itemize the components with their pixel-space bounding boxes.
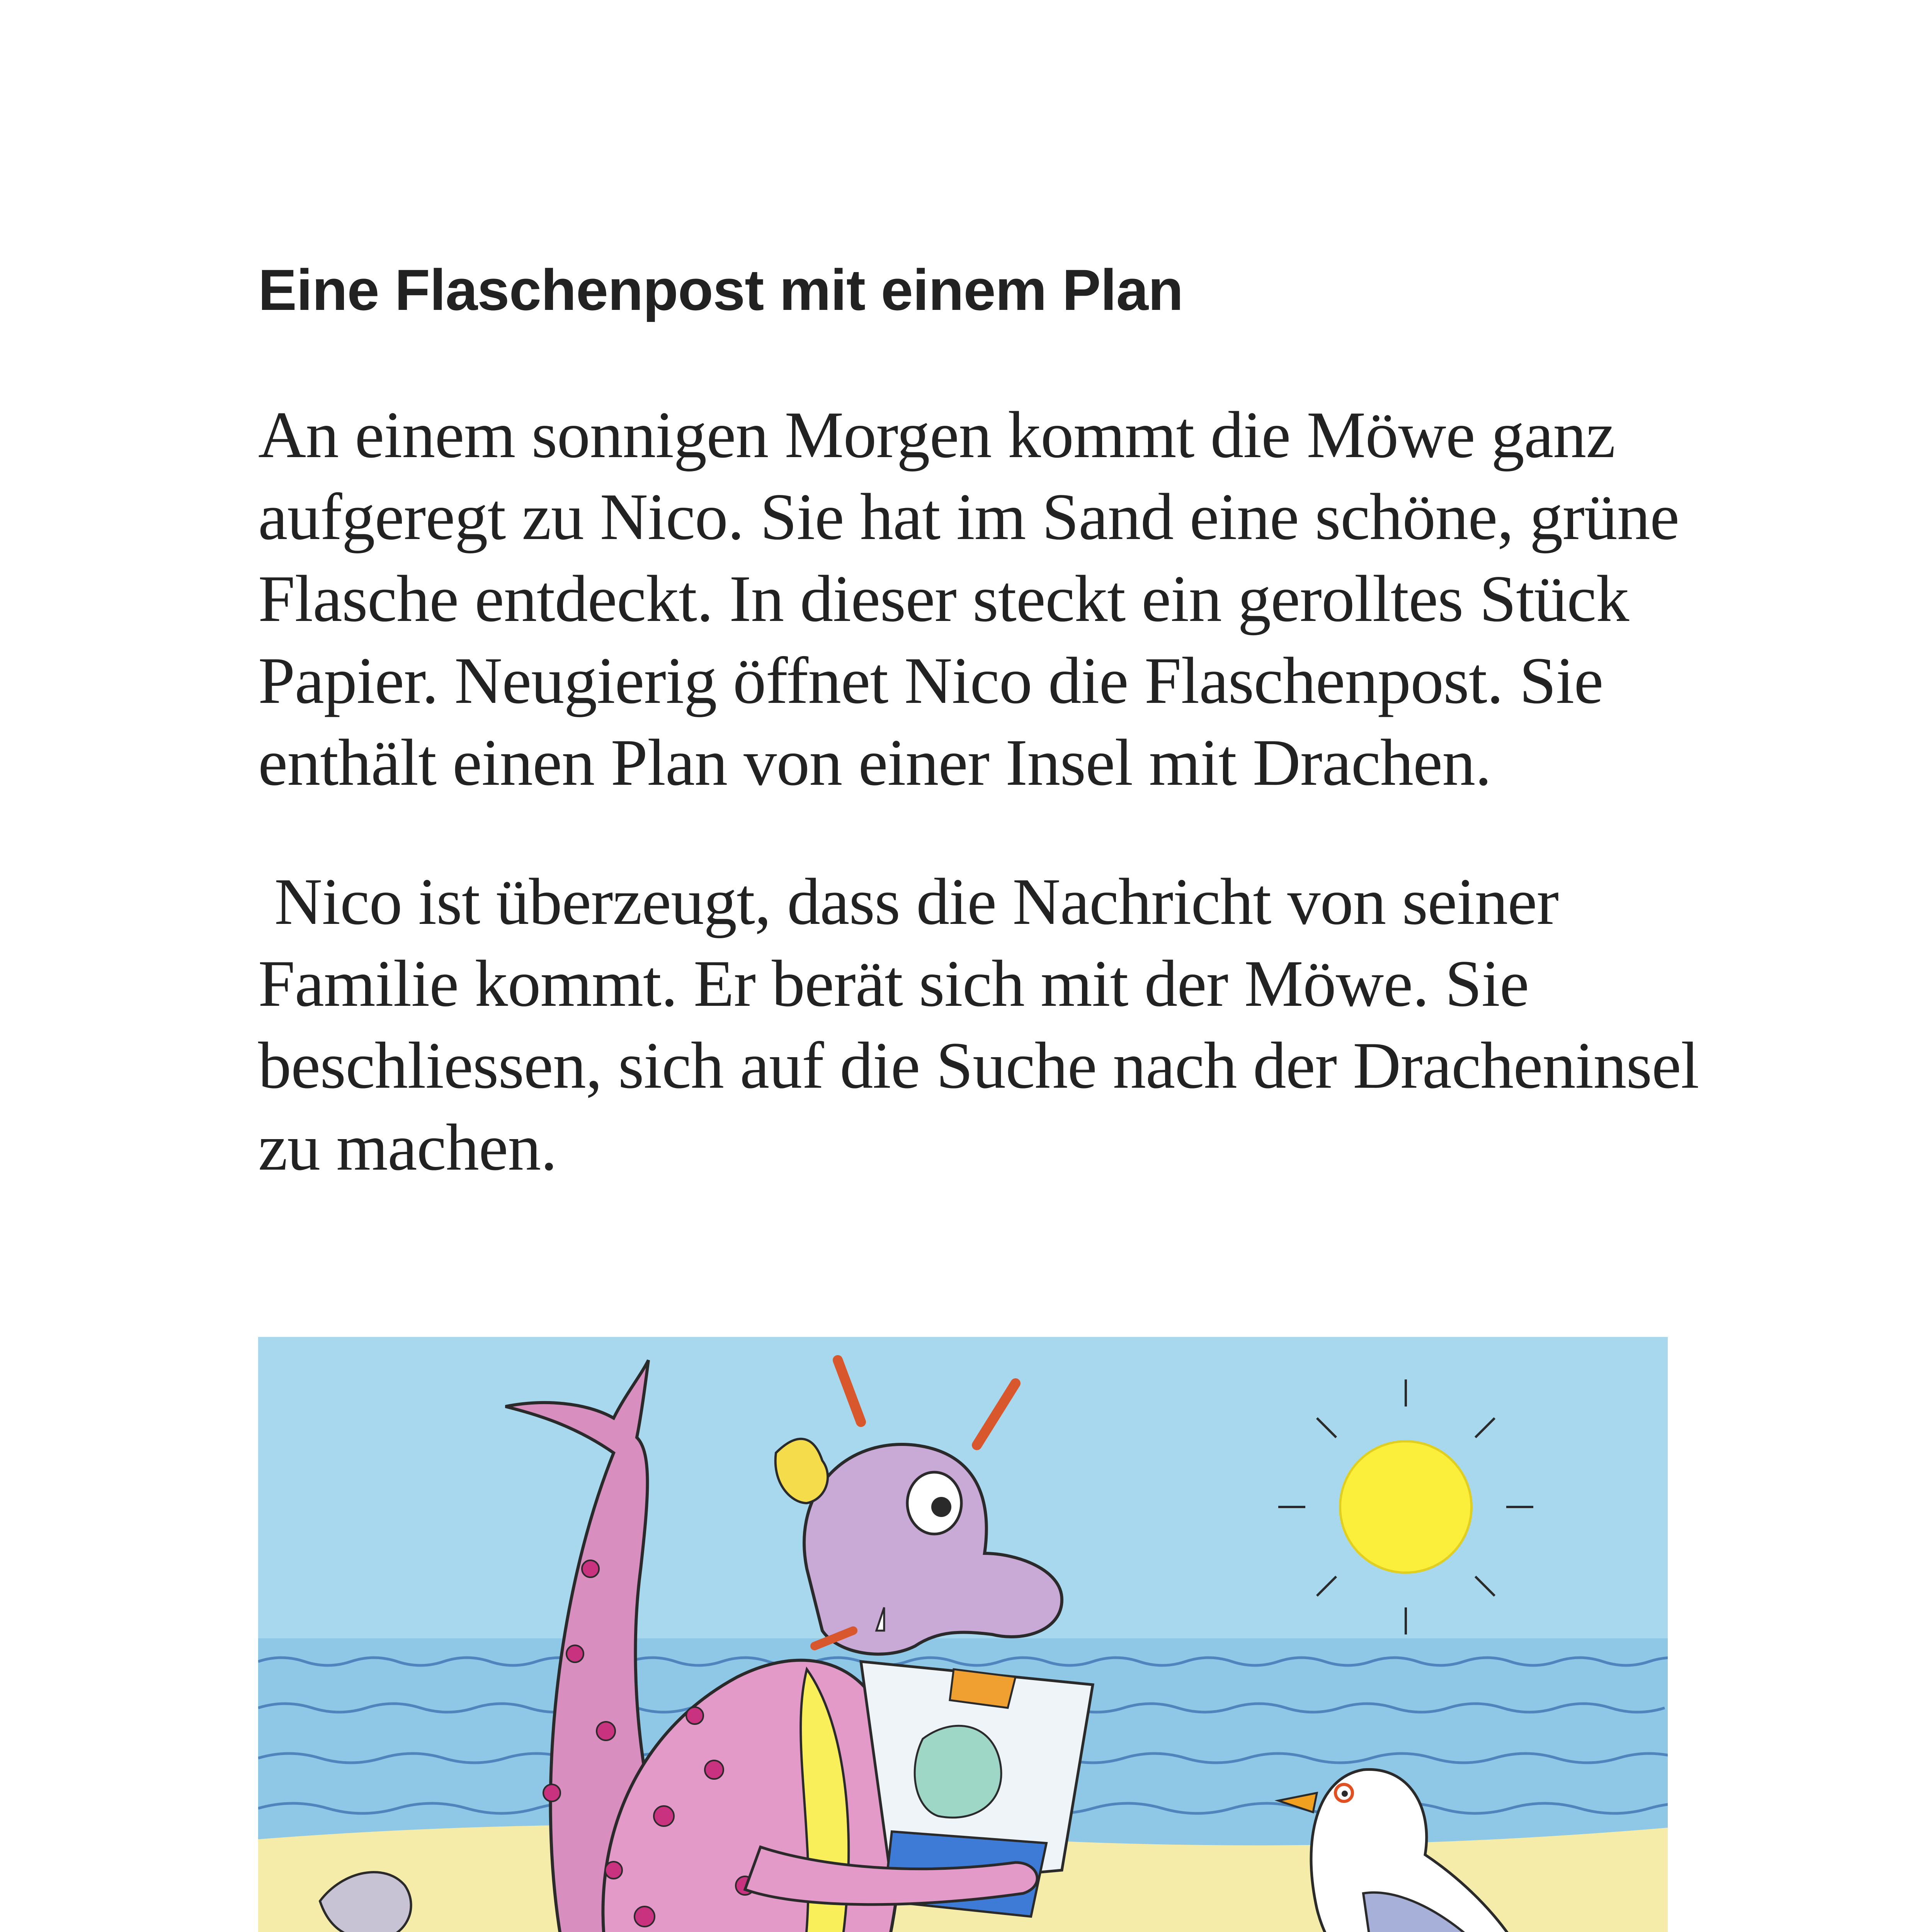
- paragraph-line: beschliessen, sich auf die Suche nach der Dracheninsel: [258, 1029, 1699, 1102]
- paragraph-line: aufgeregt zu Nico. Sie hat im Sand eine schöne, grüne: [258, 480, 1679, 554]
- paragraph-2: [258, 861, 1711, 1189]
- paragraph-line: zu machen.: [258, 1111, 557, 1184]
- paragraph-line: Papier. Neugierig öffnet Nico die Flaschenpost. Sie: [258, 644, 1603, 718]
- illustration: [258, 1337, 1668, 1932]
- paragraph-line: enthält einen Plan von einer Insel mit Drachen.: [258, 726, 1492, 799]
- page-title: Eine Flaschenpost mit einem Plan: [258, 257, 1183, 322]
- paragraph-line: Nico ist überzeugt, dass die Nachricht von seiner: [258, 865, 1559, 939]
- paragraph-line: An einem sonnigen Morgen kommt die Möwe ganz: [258, 398, 1615, 472]
- paragraph-1: [258, 394, 1711, 804]
- paragraph-line: Flasche entdeckt. In dieser steckt ein gerolltes Stück: [258, 562, 1629, 636]
- paragraph-line: Familie kommt. Er berät sich mit der Möwe. Sie: [258, 947, 1529, 1020]
